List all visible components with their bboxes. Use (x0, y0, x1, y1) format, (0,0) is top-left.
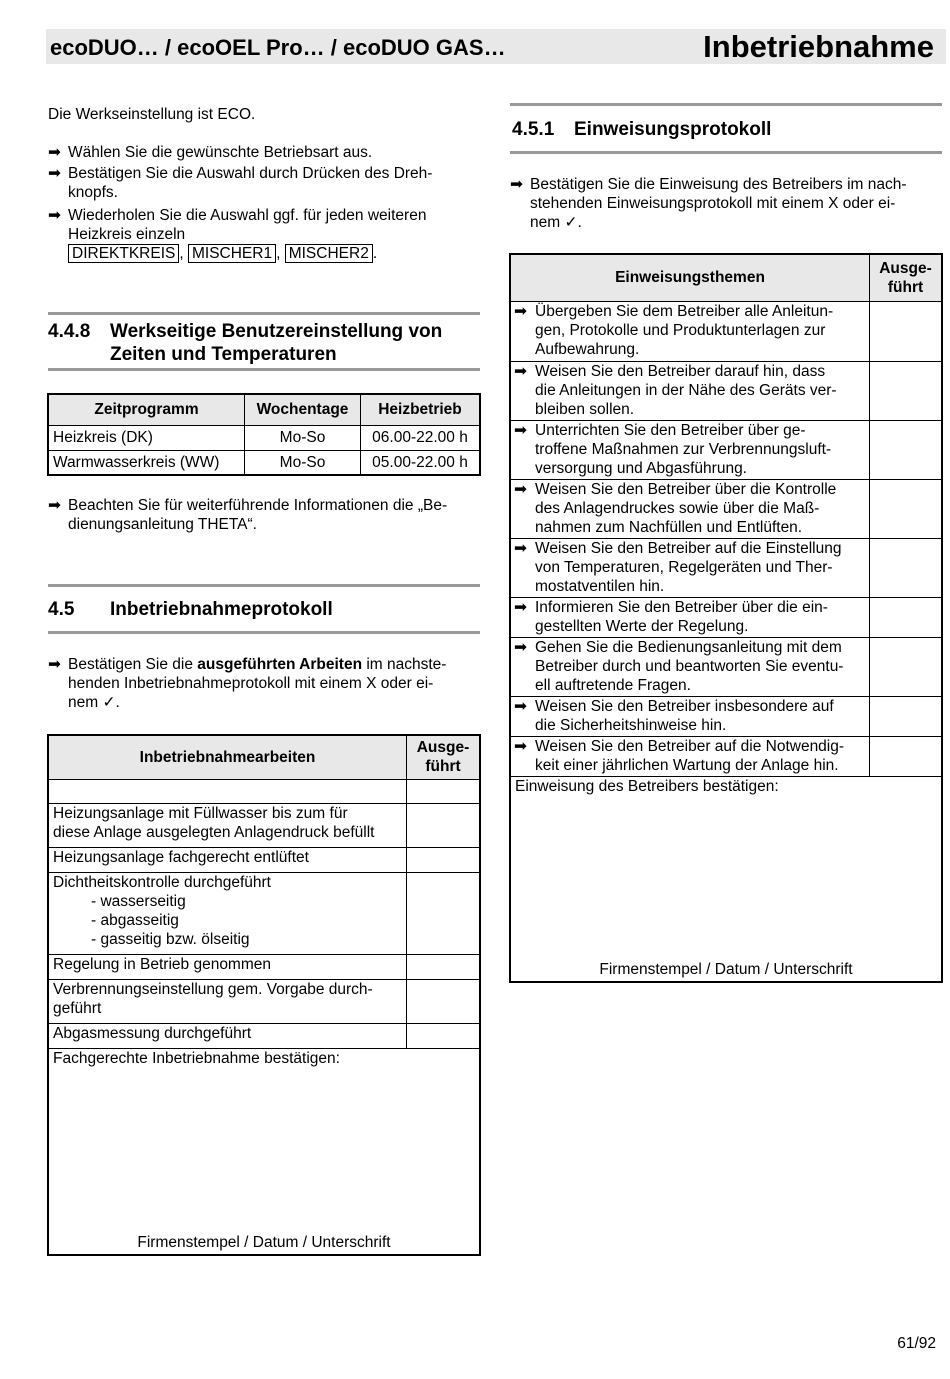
bullet-item: ➡ Beachten Sie für weiterführende Informationen die „Be- dienungsanleitung THETA“. (48, 497, 448, 533)
arrow-right-icon: ➡ (514, 421, 527, 439)
stamp-label: Firmenstempel / Datum / Unterschrift (137, 1234, 391, 1251)
section-rule (48, 631, 480, 634)
display-label-mischer1: MISCHER1 (188, 244, 276, 263)
arrow-right-icon: ➡ (48, 656, 61, 673)
table-row: ➡ Unterrichten Sie den Betreiber über ge- troffene Maßnahmen zur Verbrennungsluft- versorgung und Abgasführung. (510, 420, 942, 479)
bullet-item: ➡ Bestätigen Sie die ausgeführten Arbeiten im nachste- henden Inbetriebnahmeprotokoll mit einem X oder ei- nem ✓. (48, 656, 447, 711)
table-row: Heizungsanlage fachgerecht entlüftet (48, 847, 480, 872)
checkbox-cell[interactable] (870, 696, 943, 736)
bullet-item: ➡ Bestätigen Sie die Auswahl durch Drücken des Dreh- knopfs. (48, 165, 433, 201)
table-row: ➡ Weisen Sie den Betreiber insbesondere auf die Sicherheitshinweise hin. (510, 696, 942, 736)
arrow-right-icon: ➡ (514, 302, 527, 320)
table-row: ➡ Gehen Sie die Bedienungsanleitung mit dem Betreiber durch und beantworten Sie eventu- ell auftretende Fragen. (510, 637, 942, 696)
confirm-label: Fachgerechte Inbetriebnahme bestätigen: (53, 1049, 340, 1067)
checkbox-cell[interactable] (407, 979, 481, 1023)
arrow-right-icon: ➡ (514, 638, 527, 656)
arrow-right-icon: ➡ (48, 165, 61, 182)
table-row: Warmwasserkreis (WW) Mo-So 05.00-22.00 h (48, 450, 480, 475)
arrow-right-icon: ➡ (514, 697, 527, 715)
stamp-label: Firmenstempel / Datum / Unterschrift (599, 961, 853, 978)
checkbox-cell[interactable] (870, 301, 943, 361)
page-number: 61/92 (897, 1335, 936, 1352)
header-product-title: ecoDUO… / ecoOEL Pro… / ecoDUO GAS… (50, 35, 506, 60)
checkbox-cell[interactable] (870, 597, 943, 637)
checkbox-cell[interactable] (407, 803, 481, 847)
table-row (48, 779, 480, 803)
checkbox-cell[interactable] (407, 847, 481, 872)
section-rule (48, 368, 480, 371)
table-row: Verbrennungseinstellung gem. Vorgabe durch- geführt (48, 979, 480, 1023)
signature-row (48, 1048, 480, 1255)
table-row: ➡ Übergeben Sie dem Betreiber alle Anleitun- gen, Protokolle und Produktunterlagen zur Aufbewahrung. (510, 301, 942, 361)
checkbox-cell[interactable] (870, 361, 943, 420)
checkbox-cell[interactable] (407, 872, 481, 954)
arrow-right-icon: ➡ (48, 144, 61, 161)
table-row: Heizkreis (DK) Mo-So 06.00-22.00 h (48, 425, 480, 450)
arrow-right-icon: ➡ (48, 497, 61, 514)
display-label-mischer2: MISCHER2 (285, 244, 373, 263)
table-row: Regelung in Betrieb genommen (48, 954, 480, 979)
table-row: ➡ Weisen Sie den Betreiber auf die Einstellung von Temperaturen, Regelgeräten und Ther- mostatventilen hin. (510, 538, 942, 597)
arrow-right-icon: ➡ (514, 598, 527, 616)
checkbox-cell[interactable] (870, 479, 943, 538)
section-heading-451: 4.5.1 Einweisungsprotokoll (512, 119, 772, 140)
bullet-item: ➡ Wiederholen Sie die Auswahl ggf. für jeden weiteren Heizkreis einzeln DIREKTKREIS , MISCHER1 , MISCHER2 . (48, 207, 427, 262)
checkbox-cell[interactable] (870, 736, 943, 776)
checkbox-cell[interactable] (407, 779, 481, 803)
checkbox-cell[interactable] (407, 954, 481, 979)
page-header (46, 29, 946, 64)
section-heading-45: 4.5 Inbetriebnahmeprotokoll (48, 599, 333, 620)
arrow-right-icon: ➡ (514, 539, 527, 557)
checkbox-cell[interactable] (870, 637, 943, 696)
display-label-direktkreis: DIREKTKREIS (68, 244, 179, 263)
section-rule (48, 584, 480, 587)
time-settings-table: Zeitprogramm Wochentage Heizbetrieb Heizkreis (DK) Mo-So 06.00-22.00 h Warmwasserkreis (WW) Mo-So 05.00-22.00 h (47, 393, 481, 476)
signature-row (510, 776, 942, 982)
intro-text: Die Werkseinstellung ist ECO. (48, 106, 256, 123)
section-rule (510, 151, 942, 154)
section-rule (48, 312, 480, 315)
arrow-right-icon: ➡ (510, 176, 523, 193)
instruction-protocol-table: Einweisungsthemen Ausge- führt ➡ Übergeben Sie dem Betreiber alle Anleitun- gen, Protokolle und Produktunterlagen zur Aufbewahrung. ➡ Weisen Sie den Betreiber darauf hin, dass die Anleitungen in der Nähe des Geräts ver- bleiben sollen. ➡ Unterrichten Sie den Betreiber über ge- troffene Maßnahmen zur Verbrennungsluft- versorgung und Abgasführung. ➡ Weisen Sie den Betreiber über die Kontrolle des Anlagendruckes sowie über die Maß- nahmen zum Nachfüllen und Entlüften. ➡ Weisen Sie den Betreiber auf die Einstellung von Temperaturen, Regelgeräten und Ther- mostatventilen hin. ➡ Informieren Sie den Betreiber über die ein- gestellten Werte der Regelung. ➡ Gehen Sie die Bedienungsanleitung mit dem Betreiber durch und beantworten Sie eventu- ell auftretende Fragen. ➡ Weisen Sie den Betreiber insbesondere auf die Sicherheitshinweise hin. ➡ Weisen Sie den Betreiber auf die Notwendig- keit einer jährlichen Wartung der Anlage hin. Einweisung des Betreibers bestätigen: Firmenstempel / Datum / Unterschrift (509, 253, 943, 983)
confirm-label: Einweisung des Betreibers bestätigen: (515, 777, 779, 795)
table-row: ➡ Weisen Sie den Betreiber auf die Notwendig- keit einer jährlichen Wartung der Anlage hin. (510, 736, 942, 776)
arrow-right-icon: ➡ (514, 737, 527, 755)
table-row: ➡ Informieren Sie den Betreiber über die ein- gestellten Werte der Regelung. (510, 597, 942, 637)
checkbox-cell[interactable] (870, 420, 943, 479)
header-chapter-title: Inbetriebnahme (703, 29, 934, 64)
table-row: ➡ Weisen Sie den Betreiber über die Kontrolle des Anlagendruckes sowie über die Maß- nahmen zum Nachfüllen und Entlüften. (510, 479, 942, 538)
table-row: Dichtheitskontrolle durchgeführt - wasserseitig - abgasseitig - gasseitig bzw. ölseitig (48, 872, 480, 954)
table-row: Heizungsanlage mit Füllwasser bis zum für diese Anlage ausgelegten Anlagendruck befüllt (48, 803, 480, 847)
table-row: ➡ Weisen Sie den Betreiber darauf hin, dass die Anleitungen in der Nähe des Geräts ver- bleiben sollen. (510, 361, 942, 420)
arrow-right-icon: ➡ (48, 207, 61, 224)
section-rule (510, 103, 942, 106)
bullet-item: ➡ Wählen Sie die gewünschte Betriebsart aus. (48, 144, 373, 161)
bullet-item: ➡ Bestätigen Sie die Einweisung des Betreibers im nach- stehenden Einweisungsprotokoll mit einem X oder ei- nem ✓. (510, 176, 907, 231)
checkbox-cell[interactable] (870, 538, 943, 597)
checkbox-cell[interactable] (407, 1023, 481, 1048)
arrow-right-icon: ➡ (514, 362, 527, 380)
section-heading-448: 4.4.8 Werkseitige Benutzereinstellung von Zeiten und Temperaturen (48, 321, 443, 365)
arrow-right-icon: ➡ (514, 480, 527, 498)
commissioning-protocol-table: Inbetriebnahmearbeiten Ausge- führt Heizungsanlage mit Füllwasser bis zum für diese Anlage ausgelegten Anlagendruck befüllt Heizungsanlage fachgerecht entlüftet Dichtheitskontrolle durchgeführt - wasserseitig - abgasseitig - gasseitig bzw. ölseitig Regelung in Betrieb genommen Verbrennungseinstellung gem. Vorgabe durch- geführt Abgasmessung durchgeführt Fachgerechte Inbetriebnahme bestätigen: Firmenstempel / Datum / Unterschrift (47, 734, 481, 1256)
table-row: Abgasmessung durchgeführt (48, 1023, 480, 1048)
